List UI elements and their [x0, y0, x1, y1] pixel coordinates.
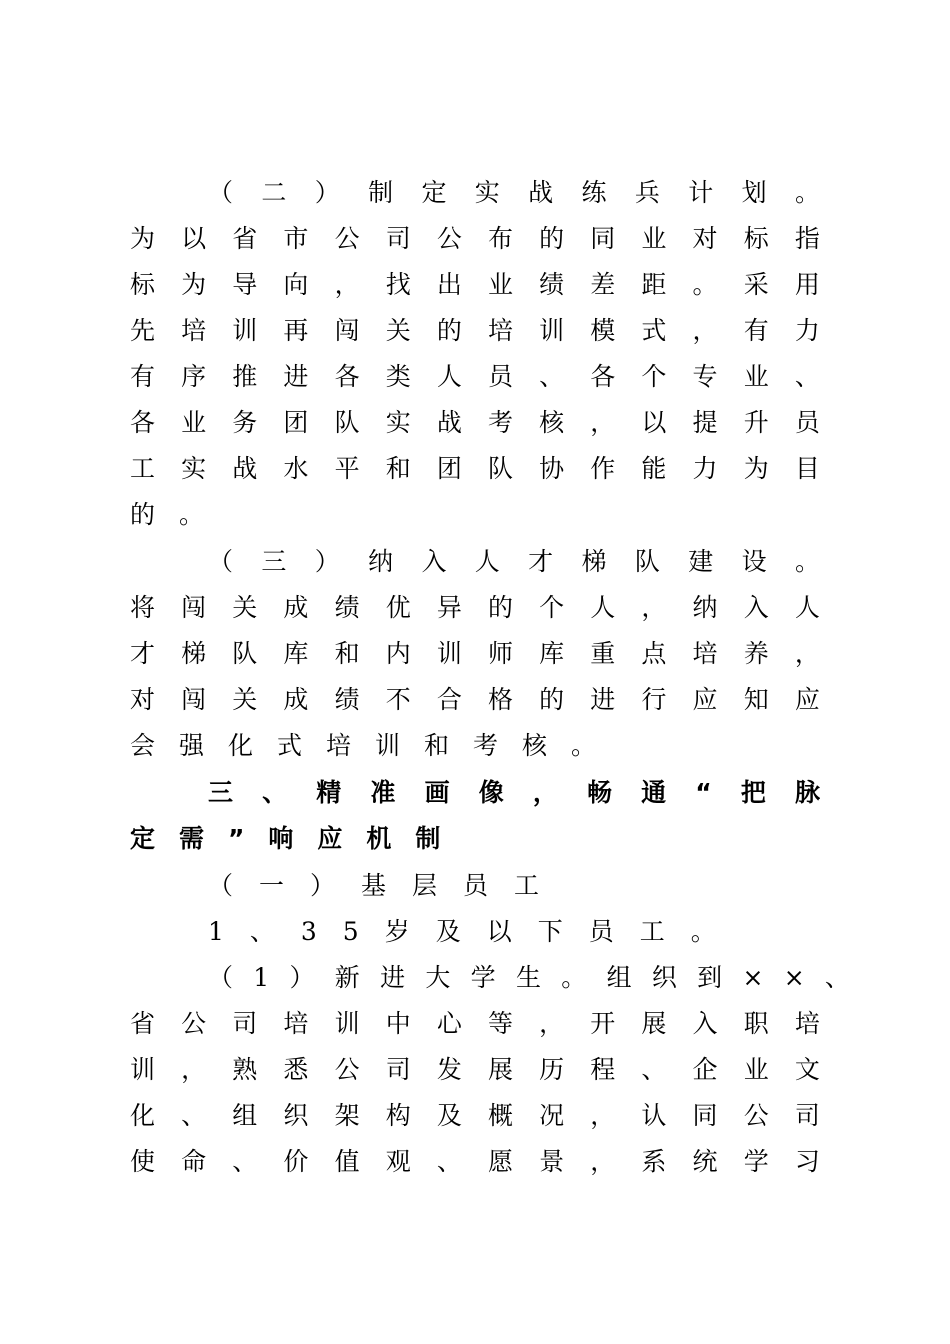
item-heading: 1、35岁及以下员工。: [208, 917, 742, 946]
body-line: 化 、 组 织 架 构 及 概 况 ， 认 同 公 司: [130, 1101, 820, 1130]
body-line: 各 业 务 团 队 实 战 考 核 ， 以 提 升 员: [130, 408, 820, 437]
heading-talent: （ 三 ） 纳 入 人 才 梯 队 建 设 。: [208, 547, 820, 576]
body-line: 先 培 训 再 闯 关 的 培 训 模 式 ， 有 力: [130, 316, 820, 345]
body-line: 才 梯 队 库 和 内 训 师 库 重 点 培 养 ，: [130, 639, 820, 668]
body-line: 省 公 司 培 训 中 心 等 ， 开 展 入 职 培: [130, 1009, 820, 1038]
body-line: 使 命 、 价 值 观 、 愿 景 ， 系 统 学 习: [130, 1147, 820, 1176]
body-line: 标 为 导 向 ， 找 出 业 绩 差 距 。 采 用: [130, 270, 820, 299]
body-line: 的。: [130, 500, 229, 529]
body-line: 会强化式培训和考核。: [130, 731, 621, 760]
heading-plan: （ 二 ） 制 定 实 战 练 兵 计 划 。: [208, 178, 820, 207]
subheading-staff: （一）基层员工: [208, 871, 566, 900]
section-heading-cont: 定需”响应机制: [130, 824, 465, 853]
body-line: 将 闯 关 成 绩 优 异 的 个 人 ， 纳 入 人: [130, 593, 820, 622]
body-line: 为 以 省 市 公 司 公 布 的 同 业 对 标 指: [130, 224, 820, 253]
section-heading: 三 、 精 准 画 像 ， 畅 通 “ 把 脉: [208, 778, 820, 807]
body-line: 有 序 推 进 各 类 人 员 、 各 个 专 业 、: [130, 362, 820, 391]
body-line: （ 1 ） 新 进 大 学 生 。 组 织 到 × × 、: [208, 963, 850, 992]
body-line: 训 ， 熟 悉 公 司 发 展 历 程 、 企 业 文: [130, 1055, 820, 1084]
body-line: 对 闯 关 成 绩 不 合 格 的 进 行 应 知 应: [130, 685, 820, 714]
body-line: 工 实 战 水 平 和 团 队 协 作 能 力 为 目: [130, 454, 820, 483]
